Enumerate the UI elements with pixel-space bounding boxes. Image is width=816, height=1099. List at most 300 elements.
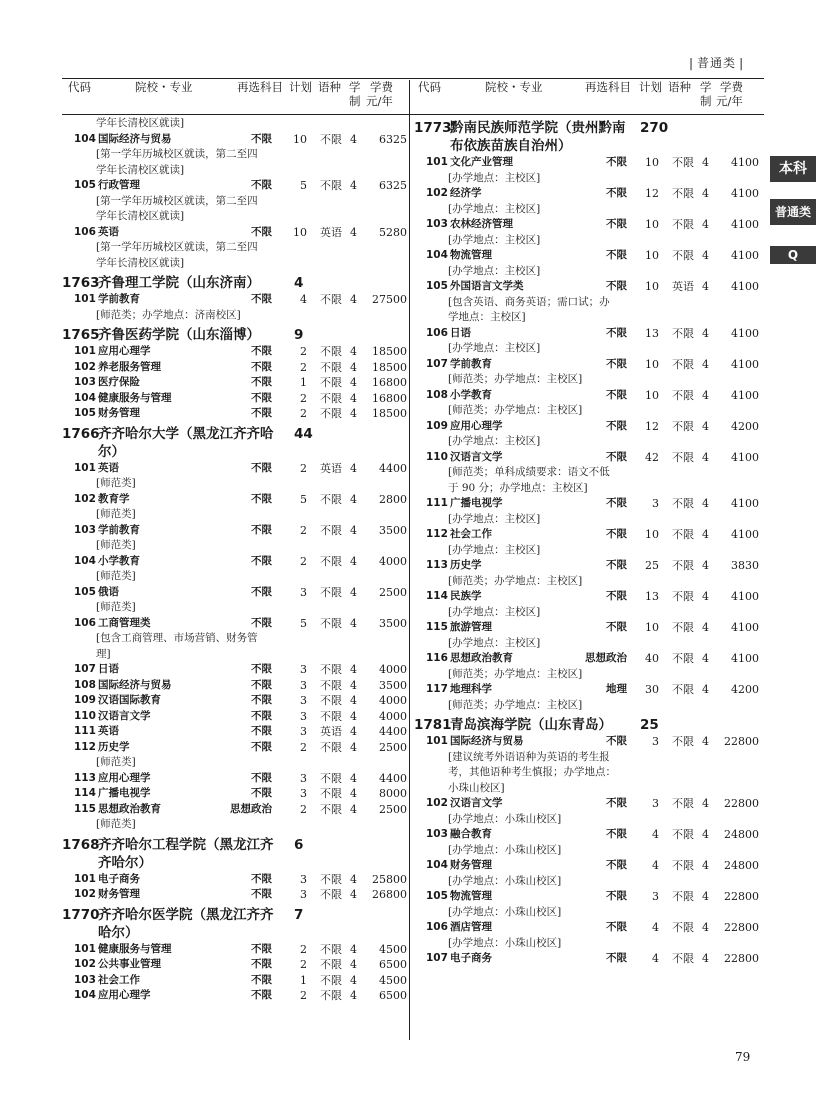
language: 不限 xyxy=(672,890,694,903)
major-note: [师范类；办学地点：主校区] xyxy=(448,574,583,587)
major-code: 117 xyxy=(426,683,448,695)
subject-requirement: 不限 xyxy=(251,973,272,986)
plan-count: 10 xyxy=(645,218,659,231)
major-note: [办学地点：主校区] xyxy=(448,202,541,215)
major-note: 于 90 分；办学地点：主校区] xyxy=(448,481,588,494)
institution-heading xyxy=(62,836,407,872)
tuition-fee: 4500 xyxy=(379,973,407,987)
tuition-fee: 3830 xyxy=(731,559,759,572)
tuition-fee: 4100 xyxy=(731,528,759,541)
language: 不限 xyxy=(320,132,342,146)
major-code: 103 xyxy=(426,828,448,840)
table-row xyxy=(62,973,407,989)
language: 不限 xyxy=(672,419,694,433)
major-name: 公共事业管理 xyxy=(98,958,161,970)
tuition-fee: 4000 xyxy=(379,663,407,676)
major-note: [办学地点：小珠山校区] xyxy=(448,812,562,825)
side-tab-letter[interactable]: Q xyxy=(770,246,816,264)
header-school: 院校・专业 xyxy=(485,80,543,94)
major-note: [办学地点：小珠山校区] xyxy=(448,905,562,918)
header-code: 代码 xyxy=(68,80,91,94)
header-subject: 再选科目 xyxy=(237,80,283,94)
major-name: 小学教育 xyxy=(450,388,492,401)
study-years: 4 xyxy=(350,771,357,785)
institution-code: 1773 xyxy=(414,120,452,136)
header-years-2: 制 xyxy=(700,94,712,108)
subject-requirement: 不限 xyxy=(606,326,627,339)
plan-count: 2 xyxy=(300,360,307,374)
table-row xyxy=(62,802,407,818)
tuition-fee: 16800 xyxy=(372,376,407,389)
side-tab-benke[interactable]: 本科 xyxy=(770,156,816,182)
major-note: [办学地点：小珠山校区] xyxy=(448,874,562,887)
language: 不限 xyxy=(320,554,342,568)
institution-name: 齐齐哈尔工程学院（黑龙江齐 xyxy=(98,836,274,853)
subject-requirement: 不限 xyxy=(251,872,272,885)
header-plan: 计划 xyxy=(639,80,662,94)
major-code: 103 xyxy=(74,376,96,388)
subject-requirement: 不限 xyxy=(606,859,627,871)
study-years: 4 xyxy=(350,663,357,676)
study-years: 4 xyxy=(350,694,357,707)
language: 不限 xyxy=(672,859,694,872)
table-row xyxy=(414,889,759,905)
tuition-fee: 5280 xyxy=(379,225,407,239)
institution-plan-total: 6 xyxy=(294,836,304,853)
right-column xyxy=(414,116,759,967)
column-divider xyxy=(409,80,410,1040)
plan-count: 10 xyxy=(645,388,659,402)
study-years: 4 xyxy=(702,326,709,340)
study-years: 4 xyxy=(702,218,709,231)
plan-count: 3 xyxy=(652,735,659,748)
table-row xyxy=(62,132,407,148)
language: 不限 xyxy=(320,360,342,374)
plan-count: 40 xyxy=(645,652,659,665)
subject-requirement: 不限 xyxy=(251,461,272,474)
study-years: 4 xyxy=(350,802,357,816)
institution-name-cont: 齐哈尔） xyxy=(98,854,152,871)
subject-requirement: 不限 xyxy=(606,921,627,933)
subject-requirement: 不限 xyxy=(606,890,627,902)
table-row xyxy=(62,554,407,570)
table-row xyxy=(414,589,759,605)
language: 不限 xyxy=(320,802,342,816)
study-years: 4 xyxy=(350,360,357,374)
major-code: 102 xyxy=(426,187,448,199)
major-name: 广播电视学 xyxy=(98,787,151,799)
plan-count: 2 xyxy=(300,523,307,537)
major-code: 107 xyxy=(426,357,448,370)
table-row xyxy=(414,651,759,667)
major-name: 汉语言文学 xyxy=(450,797,503,809)
plan-count: 25 xyxy=(645,559,659,572)
subject-requirement: 不限 xyxy=(251,360,272,373)
major-note: [师范类] xyxy=(96,570,136,582)
major-code: 102 xyxy=(74,492,96,505)
major-name: 应用心理学 xyxy=(98,771,151,784)
major-note: [师范类] xyxy=(96,539,136,551)
tuition-fee: 18500 xyxy=(372,345,407,358)
major-name: 物流管理 xyxy=(450,249,492,261)
table-row xyxy=(62,724,407,740)
plan-count: 5 xyxy=(300,616,307,630)
major-note: [包含英语、商务英语；需口试；办 xyxy=(448,295,610,308)
subject-requirement: 思想政治 xyxy=(585,652,627,664)
major-code: 106 xyxy=(74,616,96,629)
tuition-fee: 4400 xyxy=(379,771,407,785)
subject-requirement: 不限 xyxy=(251,725,272,737)
tuition-fee: 4100 xyxy=(731,187,759,200)
study-years: 4 xyxy=(350,345,357,358)
language: 不限 xyxy=(672,357,694,371)
major-name: 历史学 xyxy=(450,559,482,571)
major-note: [师范类] xyxy=(96,477,136,489)
study-years: 4 xyxy=(350,554,357,568)
language: 不限 xyxy=(672,797,694,810)
study-years: 4 xyxy=(702,621,709,634)
plan-count: 3 xyxy=(300,709,307,723)
major-name: 学前教育 xyxy=(450,357,492,370)
major-code: 101 xyxy=(426,156,448,168)
tuition-fee: 18500 xyxy=(372,360,407,374)
major-code: 106 xyxy=(74,225,96,238)
header-bottom-rule xyxy=(62,114,764,115)
table-row xyxy=(414,217,759,233)
language: 不限 xyxy=(320,872,342,886)
institution-plan-total: 44 xyxy=(294,425,313,442)
table-row xyxy=(62,616,407,632)
plan-count: 5 xyxy=(300,179,307,192)
major-code: 107 xyxy=(426,952,448,964)
left-column-header xyxy=(62,80,407,114)
study-years: 4 xyxy=(350,942,357,956)
plan-count: 10 xyxy=(293,225,307,239)
language: 不限 xyxy=(320,958,342,971)
major-name: 财务管理 xyxy=(98,407,140,419)
major-code: 102 xyxy=(74,360,96,373)
table-row xyxy=(414,951,759,967)
major-name: 日语 xyxy=(98,663,119,675)
table-row xyxy=(414,620,759,636)
institution-name: 黔南民族师范学院（贵州黔南 xyxy=(450,120,626,136)
tuition-fee: 3500 xyxy=(379,616,407,630)
study-years: 4 xyxy=(702,952,709,965)
tuition-fee: 2500 xyxy=(379,740,407,754)
major-name: 文化产业管理 xyxy=(450,156,513,168)
major-code: 101 xyxy=(74,345,96,357)
subject-requirement: 不限 xyxy=(251,787,272,799)
table-row xyxy=(62,740,407,756)
subject-requirement: 不限 xyxy=(251,407,272,419)
major-code: 101 xyxy=(426,735,448,747)
table-row xyxy=(62,709,407,725)
subject-requirement: 不限 xyxy=(606,559,627,571)
major-code: 108 xyxy=(74,678,96,691)
tuition-fee: 4100 xyxy=(731,388,759,402)
plan-count: 4 xyxy=(652,859,659,872)
header-years: 学 xyxy=(700,80,712,94)
institution-plan-total: 270 xyxy=(640,120,669,136)
major-name: 应用心理学 xyxy=(450,419,503,432)
major-name: 英语 xyxy=(98,461,119,474)
table-row xyxy=(414,357,759,373)
study-years: 4 xyxy=(702,388,709,402)
plan-count: 3 xyxy=(652,890,659,903)
institution-plan-total: 4 xyxy=(294,275,304,291)
tuition-fee: 4100 xyxy=(731,326,759,340)
major-code: 116 xyxy=(426,652,448,664)
plan-count: 4 xyxy=(652,952,659,965)
institution-code: 1770 xyxy=(62,906,100,923)
study-years: 4 xyxy=(350,787,357,800)
header-lang: 语种 xyxy=(668,80,691,94)
plan-count: 10 xyxy=(645,621,659,634)
tuition-fee: 4500 xyxy=(379,942,407,956)
major-code: 103 xyxy=(74,973,96,986)
institution-name-cont: 哈尔） xyxy=(98,924,139,941)
table-row xyxy=(414,858,759,874)
right-column-header xyxy=(412,80,757,114)
page-number: 79 xyxy=(735,1050,751,1064)
tuition-fee: 25800 xyxy=(372,872,407,886)
plan-count: 5 xyxy=(300,492,307,506)
major-note: [师范类] xyxy=(96,601,136,613)
major-name: 教育学 xyxy=(98,492,130,505)
tuition-fee: 6325 xyxy=(379,132,407,146)
study-years: 4 xyxy=(350,872,357,886)
language: 英语 xyxy=(672,280,694,293)
major-name: 工商管理类 xyxy=(98,616,151,629)
plan-count: 10 xyxy=(293,132,307,146)
major-code: 106 xyxy=(426,326,448,339)
table-row xyxy=(414,496,759,512)
institution-name: 齐齐哈尔医学院（黑龙江齐齐 xyxy=(98,906,274,923)
major-code: 113 xyxy=(74,771,96,784)
language: 不限 xyxy=(672,388,694,402)
institution-code: 1765 xyxy=(62,327,100,343)
major-note: 学年长清校区就读] xyxy=(96,210,185,222)
tuition-fee: 4100 xyxy=(731,590,759,603)
subject-requirement: 不限 xyxy=(251,293,272,305)
major-note: 学年长清校区就读] xyxy=(96,163,185,176)
major-name: 财务管理 xyxy=(98,888,140,900)
subject-requirement: 不限 xyxy=(251,554,272,567)
major-name: 汉语言文学 xyxy=(450,450,503,463)
tuition-fee: 27500 xyxy=(372,293,407,306)
major-code: 107 xyxy=(74,663,96,675)
tuition-fee: 26800 xyxy=(372,888,407,901)
table-row xyxy=(414,155,759,171)
language: 不限 xyxy=(320,345,342,358)
major-name: 日语 xyxy=(450,326,471,339)
major-note: 考，其他语种考生慎报；办学地点： xyxy=(448,766,616,778)
major-code: 110 xyxy=(74,709,96,722)
language: 不限 xyxy=(672,652,694,665)
major-name: 民族学 xyxy=(450,590,482,602)
subject-requirement: 不限 xyxy=(251,225,272,238)
institution-heading xyxy=(414,119,759,155)
subject-requirement: 不限 xyxy=(606,621,627,633)
study-years: 4 xyxy=(350,958,357,971)
plan-count: 3 xyxy=(652,797,659,810)
major-name: 社会工作 xyxy=(98,973,140,986)
major-code: 108 xyxy=(426,388,448,401)
study-years: 4 xyxy=(702,683,709,696)
language: 不限 xyxy=(320,523,342,537)
table-row xyxy=(62,523,407,539)
plan-count: 42 xyxy=(645,450,659,464)
plan-count: 2 xyxy=(300,989,307,1002)
major-name: 酒店管理 xyxy=(450,921,492,933)
table-row xyxy=(414,326,759,342)
major-code: 104 xyxy=(74,132,96,145)
language: 不限 xyxy=(672,621,694,634)
plan-count: 2 xyxy=(300,958,307,971)
major-name: 健康服务与管理 xyxy=(98,391,172,404)
major-note: [师范类] xyxy=(96,818,136,830)
study-years: 4 xyxy=(350,616,357,630)
major-code: 101 xyxy=(74,942,96,955)
plan-count: 3 xyxy=(652,497,659,510)
language: 不限 xyxy=(320,293,342,306)
institution-name: 青岛滨海学院（山东青岛） xyxy=(450,717,612,733)
plan-count: 13 xyxy=(645,590,659,603)
major-name: 社会工作 xyxy=(450,528,492,540)
table-row xyxy=(414,734,759,750)
language: 不限 xyxy=(672,218,694,231)
table-row xyxy=(414,450,759,466)
header-code: 代码 xyxy=(418,80,441,94)
plan-count: 2 xyxy=(300,407,307,420)
plan-count: 4 xyxy=(652,921,659,934)
subject-requirement: 不限 xyxy=(251,179,272,191)
subject-requirement: 不限 xyxy=(606,156,627,168)
tuition-fee: 8000 xyxy=(379,787,407,800)
major-name: 行政管理 xyxy=(98,179,140,191)
subject-requirement: 不限 xyxy=(606,590,627,602)
tuition-fee: 22800 xyxy=(724,735,759,748)
table-row xyxy=(62,461,407,477)
major-note: 学地点：主校区] xyxy=(448,311,526,323)
major-note: [办学地点：主校区] xyxy=(448,636,541,649)
side-tab-putong[interactable]: 普通类 xyxy=(770,199,816,225)
major-code: 105 xyxy=(426,890,448,902)
major-note: 理] xyxy=(96,647,111,660)
major-code: 111 xyxy=(74,725,96,737)
major-name: 电子商务 xyxy=(98,872,140,885)
language: 不限 xyxy=(672,590,694,603)
subject-requirement: 不限 xyxy=(251,492,272,505)
subject-requirement: 不限 xyxy=(251,132,272,145)
header-fee-2: 元/年 xyxy=(716,94,743,108)
language: 不限 xyxy=(672,528,694,541)
major-code: 112 xyxy=(74,740,96,753)
major-name: 汉语国际教育 xyxy=(98,694,161,706)
plan-count: 4 xyxy=(652,828,659,841)
subject-requirement: 不限 xyxy=(606,528,627,540)
major-name: 国际经济与贸易 xyxy=(98,132,172,145)
study-years: 4 xyxy=(350,709,357,723)
study-years: 4 xyxy=(350,132,357,146)
institution-heading xyxy=(62,425,407,461)
major-code: 104 xyxy=(426,859,448,871)
major-note: [师范类；办学地点：主校区] xyxy=(448,667,583,680)
subject-requirement: 不限 xyxy=(251,678,272,691)
study-years: 4 xyxy=(350,585,357,599)
language: 不限 xyxy=(672,735,694,748)
major-code: 109 xyxy=(426,419,448,432)
header-fee: 学费 xyxy=(370,80,393,94)
subject-requirement: 不限 xyxy=(251,771,272,784)
plan-count: 3 xyxy=(300,872,307,886)
major-name: 融合教育 xyxy=(450,828,492,840)
study-years: 4 xyxy=(350,973,357,987)
study-years: 4 xyxy=(702,921,709,934)
major-note: [办学地点：主校区] xyxy=(448,264,541,277)
major-name: 历史学 xyxy=(98,740,130,753)
language: 不限 xyxy=(672,249,694,262)
tuition-fee: 24800 xyxy=(724,859,759,872)
table-row xyxy=(62,492,407,508)
major-code: 115 xyxy=(74,802,96,815)
table-row xyxy=(62,662,407,678)
major-code: 105 xyxy=(74,179,96,191)
language: 不限 xyxy=(320,678,342,692)
major-name: 医疗保险 xyxy=(98,376,140,388)
major-name: 财务管理 xyxy=(450,859,492,871)
plan-count: 2 xyxy=(300,345,307,358)
table-row xyxy=(62,375,407,391)
subject-requirement: 不限 xyxy=(251,376,272,388)
table-row xyxy=(414,558,759,574)
institution-name: 齐鲁理工学院（山东济南） xyxy=(98,275,260,291)
institution-code: 1766 xyxy=(62,425,100,442)
language: 不限 xyxy=(320,179,342,192)
language: 英语 xyxy=(320,725,342,738)
subject-requirement: 不限 xyxy=(606,828,627,840)
page-category-tag: | 普通类 | xyxy=(686,54,747,71)
major-note: [办学地点：小珠山校区] xyxy=(448,843,562,856)
major-code: 104 xyxy=(426,249,448,261)
language: 不限 xyxy=(672,683,694,696)
major-note: [办学地点：小珠山校区] xyxy=(448,936,562,949)
subject-requirement: 不限 xyxy=(606,497,627,509)
study-years: 4 xyxy=(350,888,357,901)
tuition-fee: 4100 xyxy=(731,652,759,665)
subject-requirement: 不限 xyxy=(606,280,627,292)
tuition-fee: 4400 xyxy=(379,725,407,738)
table-row xyxy=(414,419,759,435)
institution-name-cont: 尔） xyxy=(98,443,125,460)
study-years: 4 xyxy=(350,461,357,475)
study-years: 4 xyxy=(350,492,357,506)
institution-plan-total: 7 xyxy=(294,906,304,923)
subject-requirement: 不限 xyxy=(251,740,272,753)
table-row xyxy=(414,388,759,404)
major-name: 应用心理学 xyxy=(98,989,151,1001)
table-row xyxy=(414,279,759,295)
tuition-fee: 6325 xyxy=(379,179,407,192)
major-note: 小珠山校区] xyxy=(448,781,505,794)
institution-code: 1781 xyxy=(414,717,452,733)
major-code: 101 xyxy=(74,293,96,305)
study-years: 4 xyxy=(350,293,357,306)
major-code: 114 xyxy=(74,787,96,799)
table-row xyxy=(62,178,407,194)
table-row xyxy=(62,988,407,1004)
subject-requirement: 不限 xyxy=(251,585,272,598)
